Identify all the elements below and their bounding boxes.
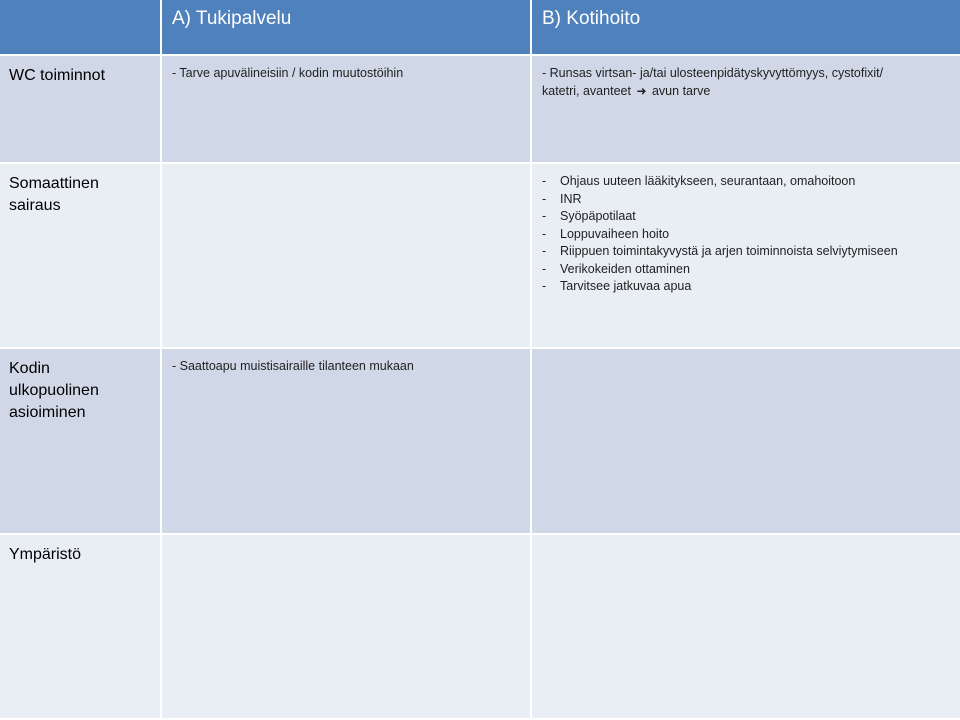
row-label-line: Kodin [9,360,50,377]
cell-text-after-arrow: avun tarve [651,83,711,98]
row-label-asioiminen [0,349,162,535]
cell-ymparisto-tukipalvelu [162,535,532,720]
cell-asioiminen-tukipalvelu [162,349,532,535]
row-label-ymparisto [0,535,162,720]
row-label-line: sairaus [9,197,61,214]
header-corner [0,0,162,56]
row-label-text: Ympäristö [9,546,82,563]
row-label-line: ulkopuolinen [9,382,99,399]
list-item: - Loppuvaiheen hoito [542,226,950,244]
row-label-somaattinen [0,164,162,349]
cell-somaattinen-tukipalvelu [162,164,532,349]
arrow-right-icon: ➜ [636,83,647,98]
cell-somaattinen-kotihoito [532,164,960,349]
cell-text: - Saattoapu muistisairaille tilanteen mukaan [172,359,414,373]
list-item: - Syöpäpotilaat [542,208,950,226]
list-item: - Ohjaus uuteen lääkitykseen, seurantaan, omahoitoon [542,173,950,191]
list-item: - Riippuen toimintakyvystä ja arjen toiminnoista selviytymiseen [542,243,950,261]
cell-wc-tukipalvelu [162,56,532,164]
row-label-text: WC toiminnot [9,67,106,84]
cell-text-before-arrow: katetri, avanteet [542,83,631,98]
somaattinen-list [542,173,950,296]
cell-asioiminen-kotihoito [532,349,960,535]
list-item: - Verikokeiden ottaminen [542,261,950,279]
row-label-line: asioiminen [9,404,86,421]
row-label-line: Somaattinen [9,175,99,192]
cell-text-line: - Runsas virtsan- ja/tai ulosteenpidätyskyvyttömyys, cystofixit/ [542,66,884,80]
row-label-wc [0,56,162,164]
cell-text: - Tarve apuvälineisiin / kodin muutostöihin [172,66,404,80]
list-item: - INR [542,191,950,209]
header-kotihoito: B) Kotihoito [532,0,960,56]
cell-wc-kotihoito [532,56,960,164]
header-tukipalvelu: A) Tukipalvelu [162,0,532,56]
cell-text-line [542,83,950,101]
cell-ymparisto-kotihoito [532,535,960,720]
list-item: - Tarvitsee jatkuvaa apua [542,278,950,296]
